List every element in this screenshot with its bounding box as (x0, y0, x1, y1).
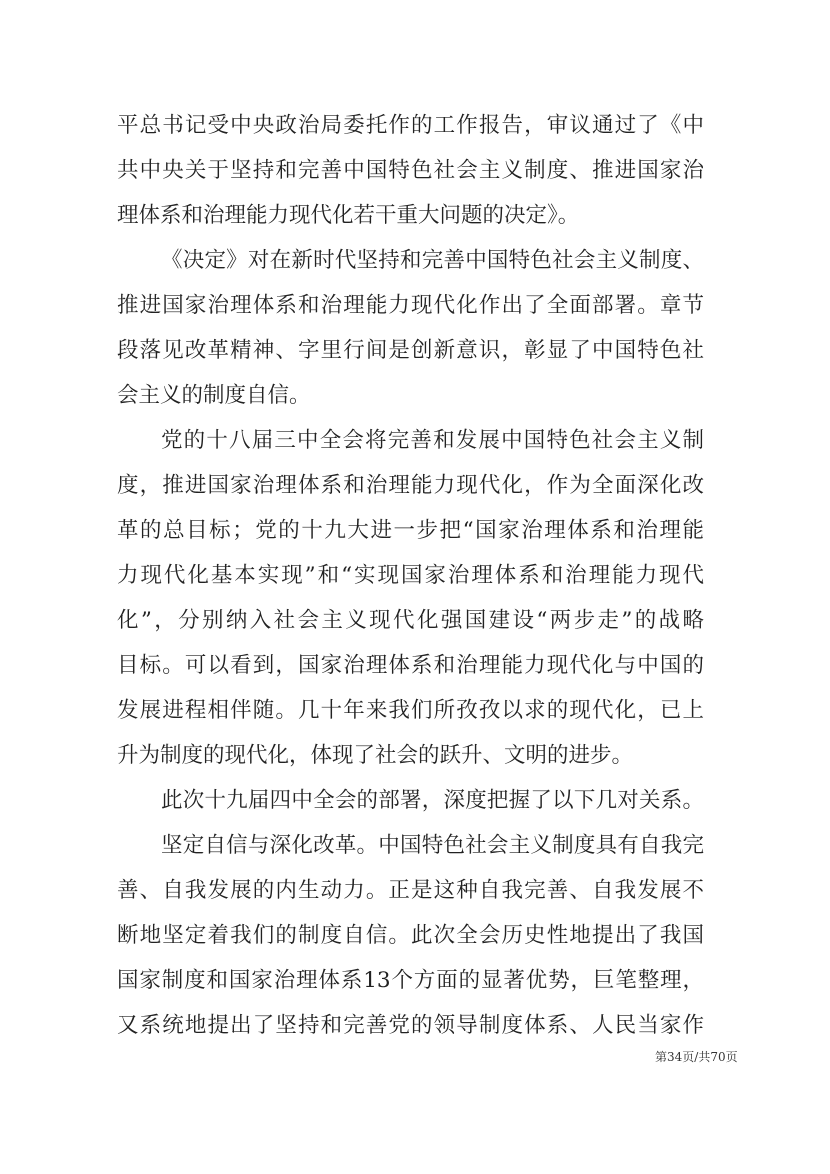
text-line: 力现代化基本实现”和“实现国家治理体系和治理能力现代 (117, 563, 704, 588)
text-line: 国家制度和国家治理体系13个方面的显著优势，巨笔整理， (117, 968, 704, 993)
text-line: 理体系和治理能力现代化若干重大问题的决定》。 (117, 203, 580, 228)
text-line: 平总书记受中央政治局委托作的工作报告，审议通过了《中 (117, 113, 704, 138)
text-line: 目标。可以看到，国家治理体系和治理能力现代化与中国的 (117, 653, 704, 678)
text-line: 革的总目标；党的十九大进一步把“国家治理体系和治理能 (117, 518, 704, 543)
text-line: 善、自我发展的内生动力。正是这种自我完善、自我发展不 (117, 878, 704, 903)
text-line: 共中央关于坚持和完善中国特色社会主义制度、推进国家治 (117, 158, 704, 183)
text-line: 断地坚定着我们的制度自信。此次全会历史性地提出了我国 (117, 923, 704, 948)
page-number: 第34页/共70页 (655, 1050, 738, 1064)
text-line: 《决定》对在新时代坚持和完善中国特色社会主义制度、 (161, 248, 704, 273)
document-body (117, 106, 704, 1051)
text-line: 化”，分别纳入社会主义现代化强国建设“两步走”的战略 (117, 608, 704, 633)
text-line: 推进国家治理体系和治理能力现代化作出了全面部署。章节 (117, 293, 704, 318)
text-line: 发展进程相伴随。几十年来我们所孜孜以求的现代化，已上 (117, 698, 704, 723)
text-line: 此次十九届四中全会的部署，深度把握了以下几对关系。 (161, 788, 704, 813)
text-line: 会主义的制度自信。 (117, 383, 311, 408)
text-line: 坚定自信与深化改革。中国特色社会主义制度具有自我完 (161, 833, 704, 858)
text-line: 又系统地提出了坚持和完善党的领导制度体系、人民当家作 (117, 1013, 704, 1038)
text-line: 升为制度的现代化，体现了社会的跃升、文明的进步。 (117, 743, 634, 768)
text-line: 度，推进国家治理体系和治理能力现代化，作为全面深化改 (117, 473, 704, 498)
text-line: 党的十八届三中全会将完善和发展中国特色社会主义制 (161, 428, 704, 453)
text-line: 段落见改革精神、字里行间是创新意识，彰显了中国特色社 (117, 338, 704, 363)
